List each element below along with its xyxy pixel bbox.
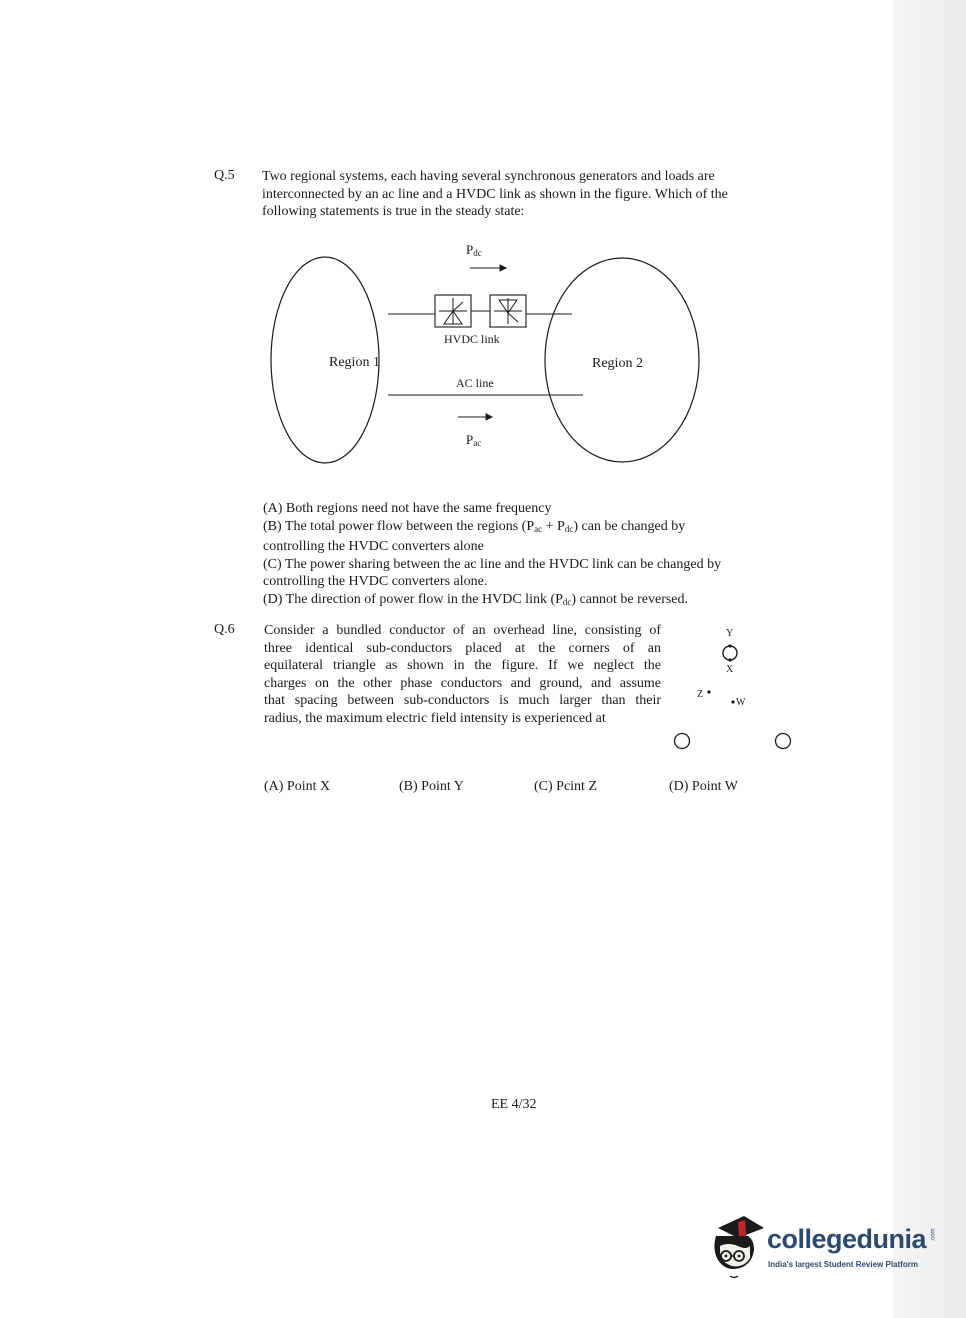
label-z: Z (697, 689, 704, 700)
mascot-icon (708, 1210, 768, 1282)
q6-stem (264, 622, 661, 727)
collegedunia-logo (708, 1210, 936, 1282)
logo-tagline: India's largest Student Review Platform (768, 1260, 918, 1269)
q5-stem (262, 168, 728, 221)
hvdc-link-label: HVDC link (444, 332, 500, 346)
q5-option-b: (B) The total power flow between the regions $(P_{ac} + P_{dc})$ can be changed by (263, 518, 686, 534)
ac-line-label: AC line (456, 376, 494, 390)
pac-label: $P_{ac}$ (466, 432, 482, 448)
hvdc-figure (260, 240, 710, 470)
conductor-figure (670, 625, 800, 755)
pac-arrow (458, 414, 492, 420)
region1-label: Region 1 (329, 355, 380, 370)
page-edge-shadow (893, 0, 966, 1318)
q5-stem-line: interconnected by an ac line and a HVDC link as shown in the figure. Which of the (262, 186, 728, 202)
point-y-dot (728, 644, 731, 647)
region2-label: Region 2 (592, 356, 643, 371)
point-w-dot (731, 700, 734, 703)
q5-option-a: (A) Both regions need not have the same frequency (263, 501, 552, 516)
q6-stem-line: radius, the maximum electric field intensity is experienced at (264, 710, 606, 726)
q6-stem-line: three identical sub-conductors placed at the corners of an (264, 640, 661, 656)
q6-option-a: (A) Point X (264, 779, 331, 794)
top-subconductor (723, 646, 737, 660)
q5-option-c: (C) The power sharing between the ac line and the HVDC link can be changed by (263, 556, 722, 572)
point-z-dot (707, 690, 710, 693)
q6-number: Q.6 (214, 622, 235, 637)
q6-stem-line: equilateral triangle as shown in the figure. If we neglect the (264, 658, 661, 673)
bottom-left-subconductor (675, 734, 690, 749)
q5-stem-line: Two regional systems, each having several synchronous generators and loads are (262, 169, 715, 184)
pdc-label: $P_{dc}$ (466, 242, 482, 258)
thyristor-1-symbol (439, 298, 467, 324)
q6-option-c: (C) Pcint Z (534, 779, 597, 794)
label-y: Y (726, 628, 734, 639)
q6-option-d: (D) Point W (669, 779, 738, 794)
point-x-dot (728, 658, 731, 661)
q5-stem-line: following statements is true in the steady state: (262, 204, 525, 219)
q5-options (263, 500, 721, 611)
q6-stem-line: charges on the other phase conductors and ground, and assume (264, 675, 661, 691)
q6-option-b: (B) Point Y (399, 779, 464, 794)
label-x: X (726, 664, 734, 675)
label-w: W (736, 697, 746, 708)
pdc-arrow (470, 265, 506, 271)
logo-com: .com (930, 1228, 937, 1242)
logo-wordmark: collegedunia (767, 1224, 927, 1254)
thyristor-2-symbol (494, 298, 522, 324)
q5-option-d: (D) The direction of power flow in the HVDC link $(P_{dc})$ cannot be reversed. (263, 591, 689, 607)
q5-option-c-cont: controlling the HVDC converters alone. (263, 574, 488, 589)
bottom-right-subconductor (776, 734, 791, 749)
q5-option-b-cont: controlling the HVDC converters alone (263, 539, 484, 554)
q6-stem-line: that spacing between sub-conductors is much larger than their (264, 693, 661, 708)
q6-stem-line: Consider a bundled conductor of an overhead line, consisting of (264, 623, 661, 638)
q5-number: Q.5 (214, 168, 235, 183)
page-footer: EE 4/32 (491, 1097, 537, 1112)
